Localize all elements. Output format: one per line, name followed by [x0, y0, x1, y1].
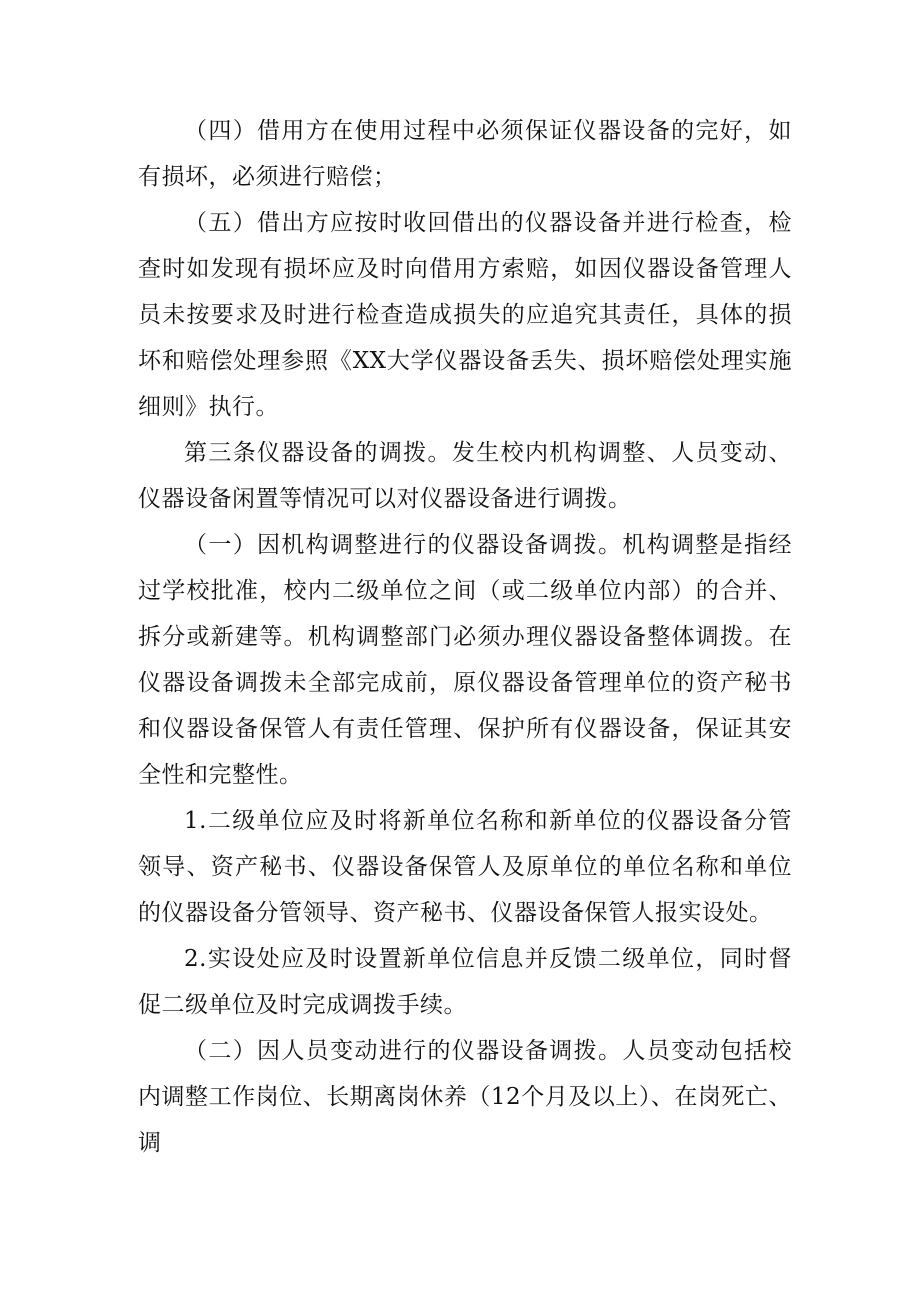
paragraph-1-restructuring-transfer: （一）因机构调整进行的仪器设备调拨。机构调整是指经过学校批准，校内二级单位之间（或二级单位内部）的合并、拆分或新建等。机构调整部门必须办理仪器设备整体调拨。在仪器设备调拨未全部完成前，原仪器设备管理单位的资产秘书和仪器设备保管人有责任管理、保护所有仪器设备，保证其安全性和完整性。	[138, 532, 792, 788]
list-item-1: 1.二级单位应及时将新单位名称和新单位的仪器设备分管领导、资产秘书、仪器设备保管人及原单位的单位名称和单位的仪器设备分管领导、资产秘书、仪器设备保管人报实设处。	[138, 808, 792, 926]
paragraph-4-borrower-duty: （四）借用方在使用过程中必须保证仪器设备的完好，如有损坏，必须进行赔偿；	[138, 118, 792, 190]
paragraph-5-lender-inspection: （五）借出方应按时收回借出的仪器设备并进行检查，检查时如发现有损坏应及时向借用方索赔，如因仪器设备管理人员未按要求及时进行检查造成损失的应追究其责任，具体的损坏和赔偿处理参照《XX大学仪器设备丢失、损坏赔偿处理实施细则》执行。	[138, 210, 792, 420]
paragraph-2-personnel-transfer: （二）因人员变动进行的仪器设备调拨。人员变动包括校内调整工作岗位、长期离岗休养（12个月及以上）、在岗死亡、调	[138, 1038, 792, 1156]
article-3-transfer: 第三条仪器设备的调拨。发生校内机构调整、人员变动、仪器设备闲置等情况可以对仪器设备进行调拨。	[138, 440, 792, 512]
list-item-2: 2.实设处应及时设置新单位信息并反馈二级单位，同时督促二级单位及时完成调拨手续。	[138, 946, 792, 1018]
